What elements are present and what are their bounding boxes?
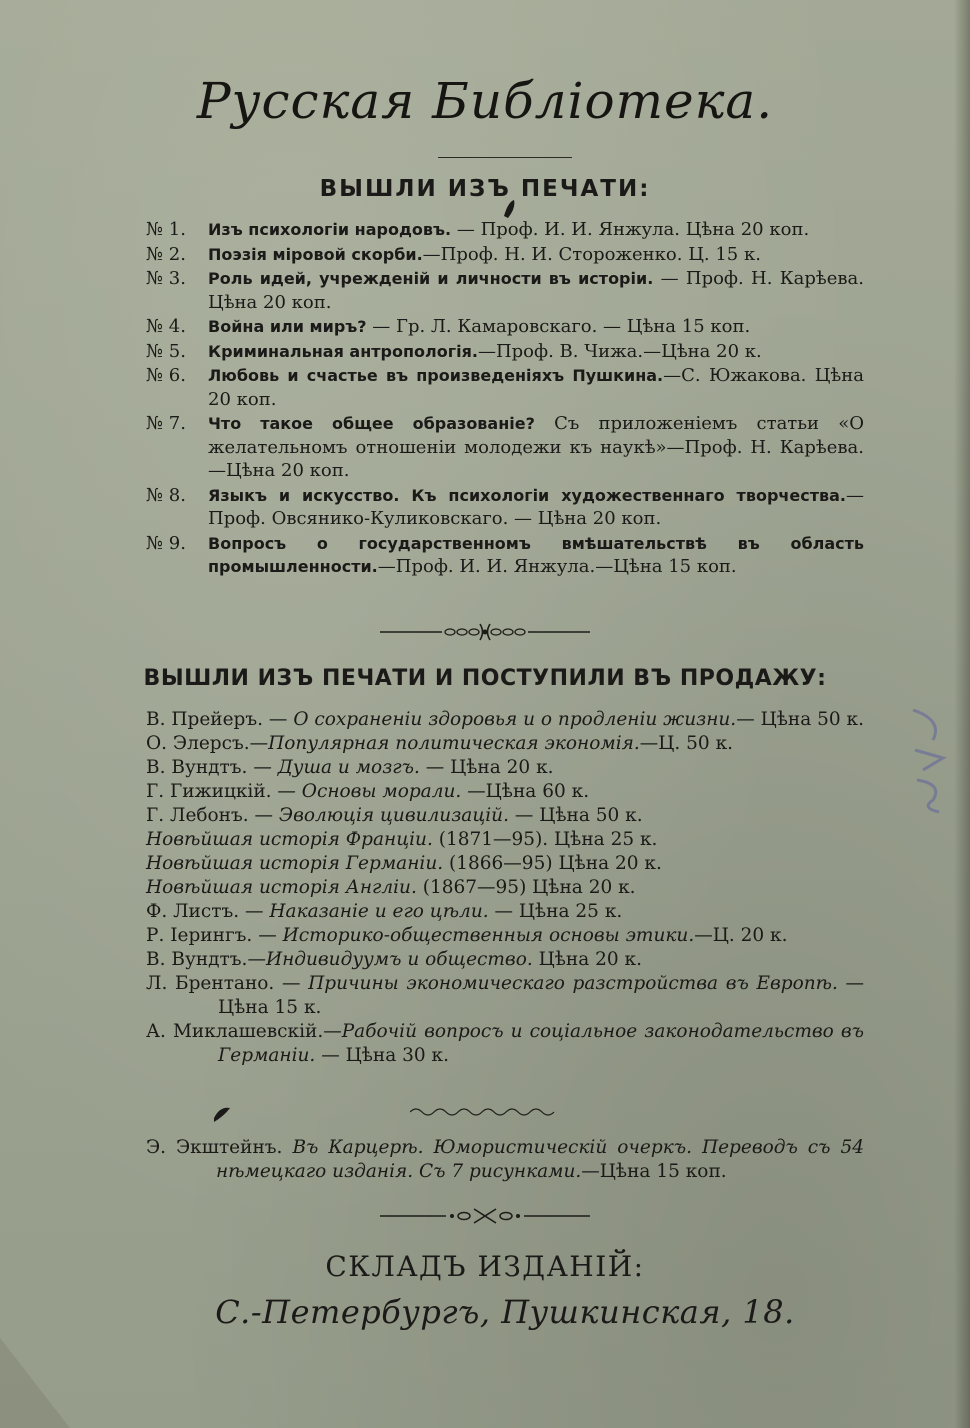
entry-title: Популярная политическая экономія.	[268, 733, 640, 754]
item-title: Поэзія міровой скорби.	[208, 244, 423, 264]
worn-corner	[0, 1338, 70, 1428]
entry-title: Наказаніе и его цѣли.	[269, 901, 489, 922]
extra-entry	[146, 1136, 864, 1184]
on-sale-entry	[146, 948, 864, 972]
on-sale-entry	[146, 924, 864, 948]
entry-title: Рабочій вопросъ и соціальное законодательство въ Германіи.	[218, 1021, 864, 1066]
item-number: № 3.	[146, 268, 186, 289]
item-number: № 5.	[146, 340, 186, 362]
item-text	[208, 267, 864, 314]
page-title: Русская Библіотека.	[196, 72, 774, 130]
published-list	[146, 218, 864, 580]
entry-price: —Ц. 50 к.	[639, 733, 734, 754]
entry-author: В. Вундтъ. —	[146, 757, 278, 778]
entry-title: Новѣйшая исторія Англіи.	[146, 877, 417, 898]
item-details: Съ приложеніемъ статьи «О желательномъ отношеніи молодежи къ наукѣ»—Проф. Н. Карѣева.—Цѣна 20 коп.	[208, 413, 865, 481]
entry-author: В. Прейеръ. —	[146, 709, 294, 730]
section-heading-on-sale: ВЫШЛИ ИЗЪ ПЕЧАТИ И ПОСТУПИЛИ ВЪ ПРОДАЖУ:	[143, 666, 827, 691]
ornament-divider	[0, 620, 970, 648]
entry-price: — Цѣна 50 к.	[508, 805, 643, 826]
entry-title: Эволюція цивилизацій.	[278, 805, 509, 826]
on-sale-entry	[146, 852, 864, 876]
item-details: — Проф. И. И. Янжула. Цѣна 20 коп.	[451, 219, 810, 240]
on-sale-entry	[146, 804, 864, 828]
item-details: — Проф. Н. Карѣева. Цѣна 20 коп.	[208, 268, 865, 313]
item-number: № 1.	[146, 219, 186, 240]
entry-price: Цѣна 20 к.	[532, 949, 642, 970]
entry-author: А. Миклашевскій.—	[146, 1021, 342, 1042]
published-item	[146, 412, 864, 483]
item-title: Любовь и счастье въ произведеніяхъ Пушкина.	[208, 366, 664, 385]
wavy-divider	[0, 1104, 970, 1123]
ornament-divider-icon	[380, 620, 590, 644]
item-title: Языкъ и искусство. Къ психологіи художественнаго творчества.	[208, 485, 846, 505]
ink-blot-icon	[210, 1104, 234, 1124]
entry-price: — Цѣна 25 к.	[488, 901, 623, 922]
item-text	[208, 243, 864, 267]
entry-title: Душа и мозгъ.	[277, 757, 420, 778]
published-item	[146, 315, 864, 339]
item-title: Вопросъ о государственномъ вмѣшательствѣ въ область промышленности.	[208, 533, 864, 576]
entry-price: — Цѣна 15 к.	[218, 973, 864, 1018]
entry-author: Л. Брентано. —	[146, 973, 309, 994]
published-item	[146, 218, 864, 242]
published-item	[146, 267, 864, 314]
item-details: —Проф. И. И. Янжула.—Цѣна 15 коп.	[377, 556, 737, 577]
entry-price: — Цѣна 20 к.	[419, 757, 554, 778]
ink-blot-icon	[500, 198, 518, 220]
published-item	[146, 364, 864, 411]
item-text	[208, 484, 864, 531]
on-sale-entry	[146, 1020, 864, 1068]
on-sale-entry	[146, 756, 864, 780]
extra-title: Въ Карцерѣ. Юмористическій очеркъ. Переводъ съ 54 нѣмецкаго изданія. Съ 7 рисунками.	[216, 1137, 864, 1182]
warehouse-address: С.-Петербургъ, Пушкинская, 18.	[215, 1293, 795, 1331]
title-underline	[438, 157, 572, 158]
item-details: — Гр. Л. Камаровскаго. — Цѣна 15 коп.	[366, 316, 751, 337]
entry-title: О сохраненіи здоровья и о продленіи жизни.	[293, 709, 737, 730]
on-sale-entry	[146, 972, 864, 1020]
entry-title: Историко-общественныя основы этики.	[282, 925, 695, 946]
item-text	[208, 315, 864, 339]
published-item	[146, 243, 864, 267]
on-sale-entry	[146, 732, 864, 756]
entry-price: — Цѣна 30 к.	[315, 1045, 449, 1066]
item-title: Изъ психологіи народовъ.	[208, 220, 452, 239]
item-text	[208, 340, 864, 364]
entry-author: Г. Гижицкій. —	[146, 781, 302, 802]
item-number: № 4.	[146, 316, 186, 337]
item-text	[208, 412, 864, 483]
item-text	[208, 364, 864, 411]
item-number: № 8.	[146, 484, 186, 506]
item-details: —Проф. В. Чижа.—Цѣна 20 к.	[477, 340, 762, 362]
entry-title: Новѣйшая исторія Франціи.	[146, 829, 433, 850]
entry-price: —Ц. 20 к.	[694, 925, 788, 946]
item-details: —Проф. Н. И. Стороженко. Ц. 15 к.	[422, 243, 761, 265]
entry-price: (1871—95). Цѣна 25 к.	[432, 829, 658, 850]
entry-author: Ф. Листъ. —	[146, 901, 270, 922]
item-number: № 2.	[146, 243, 186, 265]
entry-author: Р. Іерингъ. —	[146, 925, 283, 946]
warehouse-heading: СКЛАДЪ ИЗДАНІЙ:	[325, 1250, 645, 1283]
item-details: — Проф. Овсянико-Куликовскаго. — Цѣна 20 коп.	[208, 484, 864, 529]
entry-price: — Цѣна 50 к.	[736, 709, 864, 730]
on-sale-entry	[146, 900, 864, 924]
entry-author: В. Вундтъ.—	[146, 949, 266, 970]
entry-title: Основы морали.	[301, 781, 462, 802]
item-title: Что такое общее образованіе?	[208, 414, 535, 433]
bottom-ornament-icon	[380, 1206, 590, 1226]
item-text	[208, 218, 864, 242]
entry-title: Новѣйшая исторія Германіи.	[146, 853, 444, 874]
on-sale-entry	[146, 876, 864, 900]
published-item	[146, 484, 864, 531]
bottom-ornament-divider	[0, 1206, 970, 1230]
on-sale-entry	[146, 828, 864, 852]
extra-price: —Цѣна 15 коп.	[581, 1161, 727, 1182]
extra-entry-text	[146, 1136, 864, 1184]
on-sale-entry	[146, 780, 864, 804]
item-number: № 7.	[146, 413, 186, 434]
item-title: Криминальная антропологія.	[208, 341, 478, 361]
item-number: № 6.	[146, 365, 186, 386]
entry-title: Индивидуумъ и общество.	[265, 949, 533, 970]
item-text	[208, 532, 864, 579]
item-details: —С. Южакова. Цѣна 20 коп.	[208, 365, 864, 410]
on-sale-list	[146, 708, 864, 1068]
item-number: № 9.	[146, 532, 186, 554]
entry-title: Причины экономическаго разстройства въ Европѣ.	[308, 973, 838, 994]
published-item	[146, 532, 864, 579]
entry-author: О. Элерсъ.—	[146, 733, 269, 754]
item-title: Роль идей, учрежденій и личности въ исторіи.	[208, 269, 654, 288]
wavy-divider-icon	[410, 1105, 560, 1119]
entry-price: (1866—95) Цѣна 20 к.	[443, 853, 662, 874]
entry-price: (1867—95) Цѣна 20 к.	[416, 877, 636, 898]
entry-price: —Цѣна 60 к.	[461, 781, 590, 802]
published-item	[146, 340, 864, 364]
item-title: Война или миръ?	[208, 317, 367, 336]
extra-author: Э. Экштейнъ.	[146, 1137, 293, 1158]
on-sale-entry	[146, 708, 864, 732]
section-heading-published: ВЫШЛИ ИЗЪ ПЕЧАТИ:	[319, 176, 651, 202]
entry-author: Г. Лебонъ. —	[146, 805, 279, 826]
library-stamp-icon	[903, 700, 963, 820]
